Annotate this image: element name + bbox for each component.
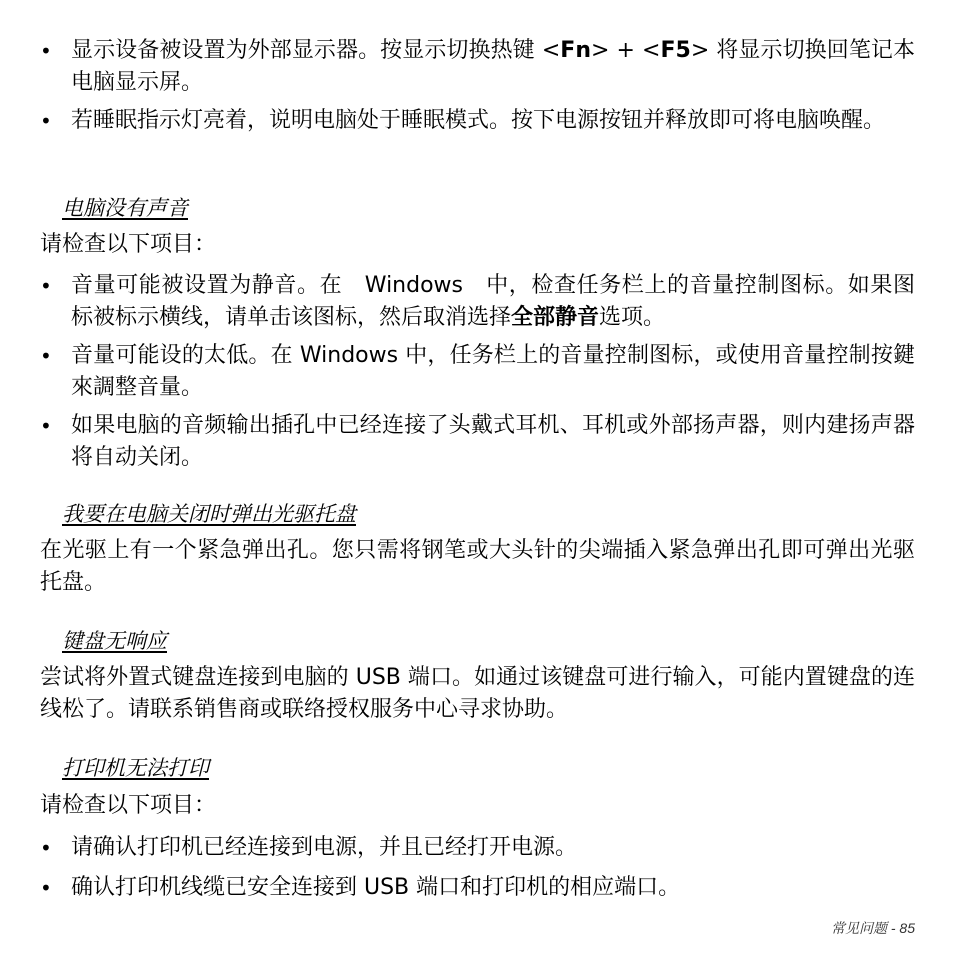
list-item-text: 音量可能被设置为静音。在 Windows 中，检查任务栏上的音量控制图标。如果图标被标示横线，请单击该图标，然后取消选择全部静音选项。	[71, 273, 915, 330]
list-item-sleep-indicator	[40, 105, 915, 137]
list-item-printer-cable	[40, 872, 915, 904]
paragraph-keyboard: 尝试将外置式键盘连接到电脑的 USB 端口。如通过该键盘可进行输入，可能内置键盘的连线松了。请联系销售商或联络授权服务中心寻求协助。	[40, 665, 915, 722]
list-item-headphones	[40, 410, 915, 474]
mute-all-label: 全部静音	[511, 305, 600, 330]
page-footer: 常见问题 - 85	[830, 920, 915, 936]
bullet-icon: •	[40, 414, 52, 438]
list-item-volume-low	[40, 340, 915, 404]
bullet-icon: •	[40, 109, 52, 133]
bullet-icon: •	[40, 876, 52, 900]
intro-text-printer: 请检查以下项目：	[40, 793, 217, 818]
list-item-text: 请确认打印机已经连接到电源，并且已经打开电源。	[71, 835, 578, 860]
list-item-display-switch	[40, 35, 915, 99]
bullet-icon: •	[40, 274, 52, 298]
bullet-icon: •	[40, 39, 52, 63]
paragraph-eject-tray: 在光驱上有一个紧急弹出孔。您只需将钢笔或大头针的尖端插入紧急弹出孔即可弹出光驱托盘。	[40, 538, 915, 595]
intro-text-sound: 请检查以下项目：	[40, 232, 217, 257]
bullet-icon: •	[40, 344, 52, 368]
hotkey-fn: Fn	[560, 38, 591, 63]
list-item-text: 如果电脑的音频输出插孔中已经连接了头戴式耳机、耳机或外部扬声器，则内建扬声器将自动关闭。	[71, 413, 915, 470]
section-heading-no-sound: 电脑没有声音	[62, 196, 188, 220]
hotkey-f5: F5	[660, 38, 691, 63]
list-item-text: 显示设备被设置为外部显示器。按显示切换热键 <Fn> + <F5> 将显示切换回笔记本电脑显示屏。	[71, 38, 915, 95]
list-item-text: 音量可能设的太低。在 Windows 中，任务栏上的音量控制图标，或使用音量控制按鍵來調整音量。	[71, 343, 915, 400]
list-item-mute	[40, 270, 915, 334]
section-heading-printer: 打印机无法打印	[62, 756, 209, 780]
section-heading-keyboard: 键盘无响应	[62, 629, 167, 653]
list-item-text: 若睡眠指示灯亮着，说明电脑处于睡眠模式。按下电源按钮并释放即可将电脑唤醒。	[71, 108, 886, 133]
list-item-text: 确认打印机线缆已安全连接到 USB 端口和打印机的相应端口。	[71, 875, 681, 900]
list-item-printer-power	[40, 832, 915, 864]
section-heading-eject-tray: 我要在电脑关闭时弹出光驱托盘	[62, 502, 356, 526]
bullet-icon: •	[40, 836, 52, 860]
